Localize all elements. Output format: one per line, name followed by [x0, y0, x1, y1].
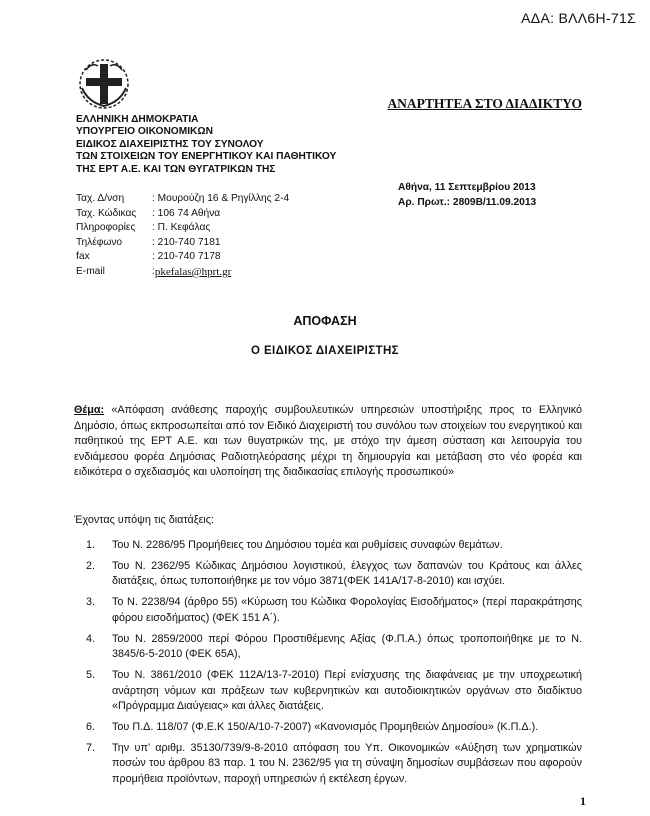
item-text: Του Π.Δ. 118/07 (Φ.Ε.Κ 150/Α/10-7-2007) «Κανονισμός Προμηθειών Δημοσίου» (Κ.Π.Δ.).: [112, 720, 539, 733]
contact-row: [76, 192, 289, 207]
contact-label: Ταχ. Κώδικας: [76, 207, 137, 219]
contact-value: : Μουρούζη 16 & Ρηγίλλης 2-4: [152, 193, 290, 204]
item-text: Την υπ’ αριθμ. 35130/739/9-8-2010 απόφαση του Υπ. Οικονομικών «Αύξηση των χρηματικών ποσών του άρθρου 83 παρ. 1 του Ν. 2362/95 για τη σύναψη δημοσίων συμβάσεων που αφορούν προμήθεια προϊόντων, παροχή υπηρεσιών ή εκτέλεση έργων.: [112, 741, 582, 785]
item-text: Το Ν. 2238/94 (άρθρο 55) «Κύρωση του Κώδικα Φορολογίας Εισοδήματος» (περί παρακράτησης φόρου εισοδήματος) (ΦΕΚ 151 Α΄).: [112, 596, 582, 624]
contact-label: fax: [76, 251, 90, 263]
contact-value: : 210-740 7181: [152, 236, 221, 248]
org-line: ΤΗΣ ΕΡΤ Α.Ε. ΚΑΙ ΤΩΝ ΘΥΓΑΤΡΙΚΩΝ ΤΗΣ: [76, 163, 276, 175]
item-number: 4.: [86, 632, 96, 645]
organization-block: [76, 114, 336, 176]
post-notice: ΑΝΑΡΤΗΤΕΑ ΣΤΟ ΔΙΑΔΙΚΤΥΟ: [387, 96, 582, 111]
contact-value: : 210-740 7178: [152, 251, 221, 263]
date-protocol-block: [398, 180, 536, 210]
contact-row: [76, 207, 289, 222]
org-line: ΕΛΛΗΝΙΚΗ ΔΗΜΟΚΡΑΤΙΑ: [76, 114, 199, 125]
contact-row: [76, 265, 289, 280]
contact-row: [76, 250, 289, 265]
list-item: [86, 720, 582, 736]
subject-label: Θέμα:: [74, 404, 105, 416]
item-text: Του Ν. 3861/2010 (ΦΕΚ 112Α/13-7-2010) Περί ενίσχυσης της διαφάνειας με την υποχρεωτική ανάρτηση νόμων και πράξεων των κυβερνητικών και αυτοδιοικητικών οργάνων στο διαδίκτυο «Πρόγραμμα Διαύγειας» και άλλες διατάξεις.: [112, 668, 582, 713]
item-number: 6.: [86, 720, 96, 733]
contact-label: Τηλέφωνο: [76, 236, 123, 248]
subject-paragraph: [74, 403, 582, 481]
ada-code: ΑΔΑ: ΒΛΛ6Η-71Σ: [521, 10, 636, 26]
date-line: Αθήνα, 11 Σεπτεμβρίου 2013: [398, 182, 536, 193]
decision-title: ΑΠΟΦΑΣΗ: [293, 314, 357, 328]
contact-value: : Π. Κεφάλας: [152, 222, 211, 234]
subject-text: «Απόφαση ανάθεσης παροχής συμβουλευτικών υπηρεσιών υποστήριξης προς το Ελληνικό Δημόσιο, όπως εκπροσωπείται από τον Ειδικό Διαχειριστή του συνόλου των στοιχείων του ενεργητικού και παθητικού της ΕΡΤ Α.Ε. και των θυγατρικών της, με στόχο την άμεση σύσταση και λειτουργία του ενδιάμεσου φορέα Δημόσιας Ραδιοτηλεόρασης μέχρι τη δημιουργία και μετάβαση στο νέο φορέα και ειδικότερα ο σχεδιασμός και υλοποίηση της διαδικασίας επιλογής προσωπικού»: [74, 404, 582, 479]
greek-emblem-icon: [78, 58, 130, 110]
list-item: [86, 668, 582, 715]
list-item: [86, 741, 582, 788]
item-text: Του Ν. 2362/95 Κώδικας Δημόσιου λογιστικού, έλεγχος των δαπανών του Κράτους και άλλες διατάξεις, όπως τυποποιήθηκε με τον νόμο 3871(ΦΕΚ 141Α/17-8-2010) και ισχύει.: [112, 559, 582, 588]
contact-value: :: [152, 265, 155, 277]
item-number: 1.: [86, 539, 96, 551]
item-text: Του Ν. 2859/2000 περί Φόρου Προστιθέμενης Αξίας (Φ.Π.Α.) όπως τροποποιήθηκε με το Ν. 3845/6-5-2010 (ΦΕΚ 65Α),: [112, 632, 582, 661]
contact-block: [76, 192, 289, 280]
page-number: 1: [580, 794, 586, 808]
contact-label: E-mail: [76, 265, 105, 277]
item-number: 5.: [86, 668, 96, 681]
list-item: [86, 632, 582, 663]
contact-label: Πληροφορίες: [76, 222, 136, 234]
org-line: ΕΙΔΙΚΟΣ ΔΙΑΧΕΙΡΙΣΤΗΣ ΤΟΥ ΣΥΝΟΛΟΥ: [76, 138, 264, 150]
contact-row: [76, 221, 289, 236]
protocol-line: Αρ. Πρωτ.: 2809Β/11.09.2013: [398, 197, 537, 208]
item-text: Του Ν. 2286/95 Προμήθειες του Δημόσιου τομέα και ρυθμίσεις συναφών θεμάτων.: [112, 539, 503, 551]
email-link[interactable]: pkefalas@hprt.gr: [154, 265, 232, 278]
contact-label: Ταχ. Δ/νση: [76, 193, 125, 204]
list-item: [86, 595, 582, 626]
item-number: 7.: [86, 741, 96, 754]
list-item: [86, 559, 582, 590]
item-number: 2.: [86, 559, 96, 572]
authority-title: Ο ΕΙΔΙΚΟΣ ΔΙΑΧΕΙΡΙΣΤΗΣ: [251, 345, 399, 357]
item-number: 3.: [86, 596, 96, 609]
provisions-list: [86, 538, 582, 793]
list-item: [86, 538, 582, 554]
org-line: ΤΩΝ ΣΤΟΙΧΕΙΩΝ ΤΟΥ ΕΝΕΡΓΗΤΙΚΟΥ ΚΑΙ ΠΑΘΗΤΙΚΟΥ: [76, 151, 337, 163]
contact-row: [76, 236, 289, 251]
contact-value: : 106 74 Αθήνα: [152, 207, 221, 219]
intro-text: Έχοντας υπόψη τις διατάξεις:: [74, 514, 214, 526]
org-line: ΥΠΟΥΡΓΕΙΟ ΟΙΚΟΝΟΜΙΚΩΝ: [76, 126, 213, 138]
